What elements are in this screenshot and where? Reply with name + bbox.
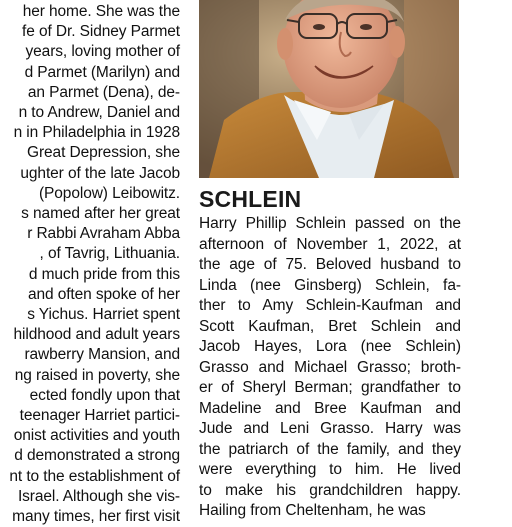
obituary-body-line: to make his grandchildren happy. (199, 481, 461, 499)
left-column-line: ng raised in poverty, she (14, 366, 180, 384)
left-column-line: fe of Dr. Sidney Parmet (22, 23, 180, 41)
obituary-body-line: afternoon of November 1, 2022, at (199, 235, 461, 253)
left-column-line: d Parmet (Marilyn) and (24, 63, 180, 81)
left-column-line: (Popolow) Leibowitz. (38, 184, 180, 202)
obituary-body-line: Hailing from Cheltenham, he was (199, 502, 426, 519)
obituary-body-line: Scott Kaufman, Bret Schlein and (199, 317, 461, 335)
obituary-body-line: Jacob Hayes, Lora (nee Schlein) (199, 338, 461, 355)
left-column-line: her home. She was the (22, 3, 180, 20)
portrait-illustration (199, 0, 459, 178)
obituary-body-line: ther to Amy Schlein-Kaufman and (199, 297, 461, 314)
left-column-line: teenager Harriet partici- (19, 407, 180, 424)
left-column-line: d much pride from this (28, 265, 180, 283)
left-column-line: n in Philadelphia in 1928 (13, 124, 180, 142)
left-column-line: many times, her first visit (12, 508, 180, 525)
obituary-body-line: the patriarch of the family, and they (199, 440, 461, 458)
left-column-line: hildhood and adult years (13, 326, 180, 344)
left-column-line: nt to the establishment of (9, 467, 180, 485)
left-column-line: years, loving mother of (25, 43, 180, 61)
obituary-surname-heading: SCHLEIN (199, 186, 302, 212)
left-column-line: n to Andrew, Daniel and (18, 104, 180, 121)
left-column-line: Israel. Although she vis- (17, 487, 180, 505)
left-column-line: d demonstrated a strong (14, 447, 180, 465)
obituary-article (199, 184, 461, 522)
obituary-body-line: Grasso and Michael Grasso; broth- (199, 358, 461, 376)
obituary-body-line: the age of 75. Beloved husband to (199, 256, 461, 273)
obituary-body-line: er of Sheryl Berman; grandfather to (199, 379, 461, 396)
left-column-line: s Yichus. Harriet spent (27, 306, 180, 323)
left-column-line: and often spoke of her (27, 285, 180, 303)
obituary-body (199, 214, 461, 522)
obituary-body-line: Linda (nee Ginsberg) Schlein, fa- (199, 276, 461, 294)
left-column-line: Great Depression, she (27, 144, 180, 162)
previous-obituary-column (0, 0, 182, 525)
left-column-line: rawberry Mansion, and (24, 346, 180, 364)
obituary-body-line: Jude and Leni Grasso. Harry was (199, 420, 461, 437)
left-column-line: onist activities and youth (13, 427, 180, 445)
portrait-photo (199, 0, 459, 178)
left-column-line: , of Tavrig, Lithuania. (39, 245, 180, 263)
left-column-line: s named after her great (21, 205, 180, 222)
left-column-line: r Rabbi Avraham Abba (27, 225, 180, 243)
left-column-line: an Parmet (Dena), de- (27, 83, 180, 101)
obituary-body-line: Madeline and Bree Kaufman and (199, 399, 461, 417)
obituary-body-line: were everything to him. He lived (199, 461, 461, 478)
obituary-body-line: Harry Phillip Schlein passed on the (199, 215, 461, 232)
left-column-line: ected fondly upon that (29, 386, 180, 404)
left-column-line: ughter of the late Jacob (20, 164, 180, 182)
